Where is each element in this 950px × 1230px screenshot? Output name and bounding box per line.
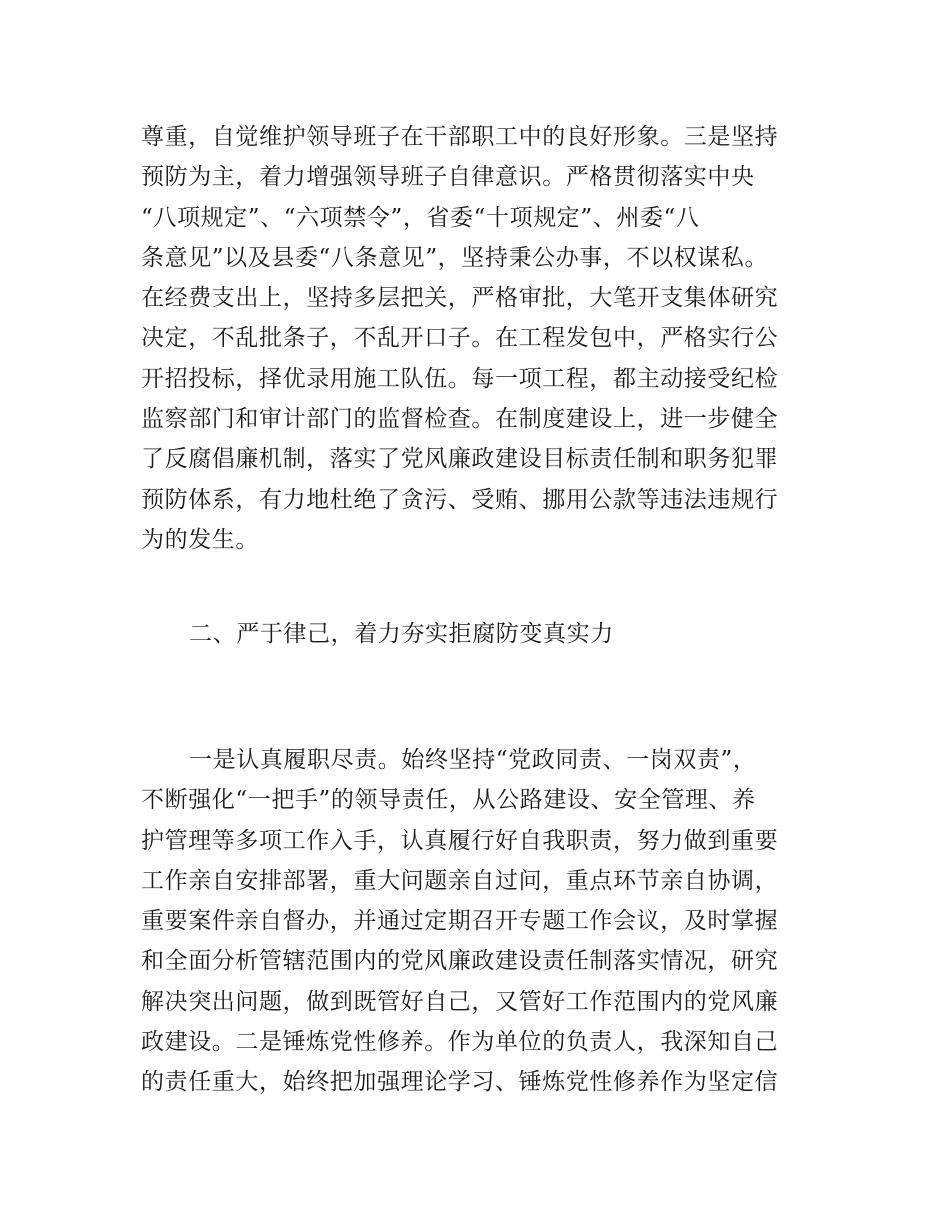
paragraph-line: 预防为主，着力增强领导班子自律意识。严格贯彻落实中央 (141, 164, 755, 191)
paragraph-line: 预防体系，有力地杜绝了贪污、受贿、挪用公款等违法违规行 (141, 486, 779, 513)
section-heading-text: 二、严于律己，着力夯实拒腐防变真实力 (189, 621, 614, 647)
paragraph-1 (141, 117, 821, 560)
paragraph-line: 监察部门和审计部门的监督检查。在制度建设上，进一步健全 (141, 406, 779, 433)
paragraph-2 (141, 740, 821, 1103)
paragraph-line: 护管理等多项工作入手，认真履行好自我职责，努力做到重要 (141, 827, 779, 854)
paragraph-line: 和全面分析管辖范围内的党风廉政建设责任制落实情况，研究 (141, 948, 779, 975)
paragraph-line: 了反腐倡廉机制，落实了党风廉政建设目标责任制和职务犯罪 (141, 446, 779, 473)
section-heading (141, 614, 821, 654)
paragraph-line: 决定，不乱批条子，不乱开口子。在工程发包中，严格实行公 (141, 325, 779, 352)
paragraph-line: 不断强化“一把手”的领导责任，从公路建设、安全管理、养 (141, 787, 756, 814)
paragraph-line: “八项规定”、“六项禁令”，省委“十项规定”、州委“八 (141, 204, 700, 231)
paragraph-line: 为的发生。 (141, 526, 259, 553)
paragraph-line: 开招投标，择优录用施工队伍。每一项工程，都主动接受纪检 (141, 365, 779, 392)
paragraph-line: 工作亲自安排部署，重大问题亲自过问，重点环节亲自协调， (141, 867, 779, 894)
paragraph-line: 的责任重大，始终把加强理论学习、锤炼党性修养作为坚定信 (141, 1069, 779, 1096)
paragraph-line: 一是认真履职尽责。始终坚持“党政同责、一岗双责”， (189, 747, 757, 773)
paragraph-line: 重要案件亲自督办，并通过定期召开专题工作会议，及时掌握 (141, 908, 779, 935)
paragraph-line: 条意见”以及县委“八条意见”，坚持秉公办事，不以权谋私。 (141, 244, 769, 271)
paragraph-line: 解决突出问题，做到既管好自己，又管好工作范围内的党风廉 (141, 988, 779, 1015)
paragraph-line: 在经费支出上，坚持多层把关，严格审批，大笔开支集体研究 (141, 285, 779, 312)
paragraph-line: 政建设。二是锤炼党性修养。作为单位的负责人，我深知自己 (141, 1029, 779, 1056)
paragraph-line: 尊重，自觉维护领导班子在干部职工中的良好形象。三是坚持 (141, 124, 779, 150)
